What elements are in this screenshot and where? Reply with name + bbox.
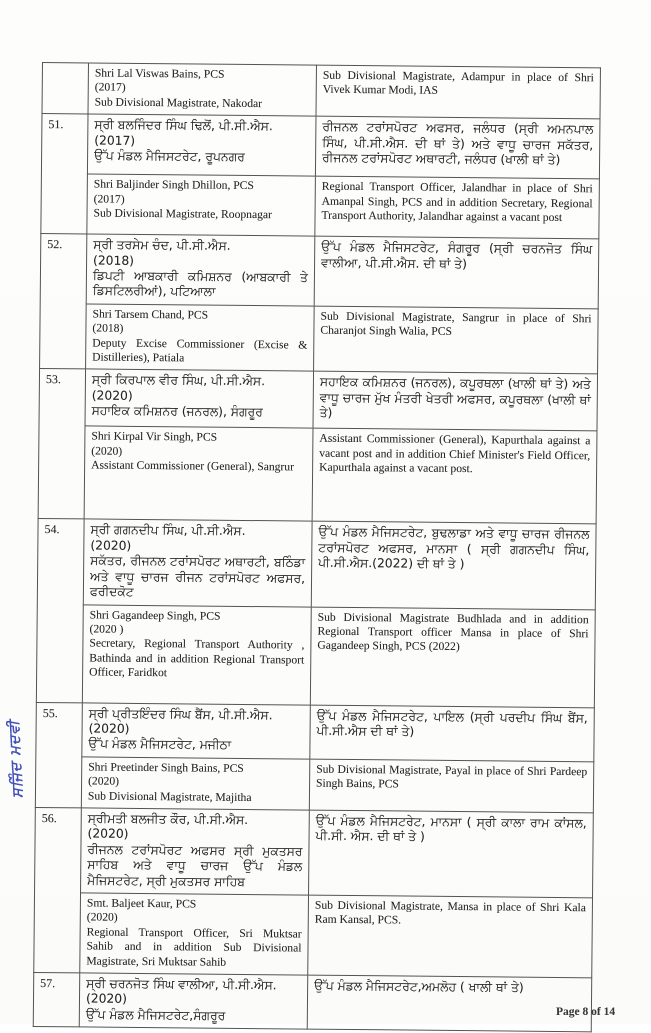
entry-row [38, 426, 597, 524]
officer-line: ਸਕੱਤਰ, ਰੀਜਨਲ ਟਰਾਂਸਪੋਰਟ ਅਥਾਰਟੀ, ਬਠਿੰਡਾ ਅਤੇ ਵਾਧੂ ਚਾਰਜ ਰੀਜਨ ਟਰਾਂਸਪੋਰਟ ਅਫਸਰ, ਫਰੀਦਕੋਟ [89, 553, 306, 599]
officer-cell [84, 426, 313, 521]
officer-line: (2018) [92, 321, 124, 336]
posting-cell: Sub Divisional Magistrate, Mansa in place of Shri Kala Ram Kansal, PCS. [308, 895, 593, 978]
officer-cell [82, 702, 311, 758]
officer-line: Regional Transport Officer, Sri Muktsar Sahib and in addition Sub Divisional Magistrate, Sri Muktsar Sahib [86, 925, 302, 969]
officer-cell [81, 808, 310, 895]
officer-line: ਸ੍ਰੀ ਤਰਸੇਮ ਚੰਦ, ਪੀ.ਸੀ.ਐਸ. [93, 237, 231, 254]
entry-number: 56. [34, 807, 82, 972]
officer-cell [87, 114, 316, 176]
posting-cell: ਉੱਪ ਮੰਡਲ ਮੈਜਿਸਟਰੇਟ, ਮਾਨਸਾ ( ਸ੍ਰੀ ਕਾਲਾ ਰਾਮ ਕਾਂਸਲ, ਪੀ.ਸੀ. ਐਸ. ਦੀ ਥਾਂ ਤੇ ) [309, 810, 594, 898]
officer-line: ਸ੍ਰੀਮਤੀ ਬਲਜੀਤ ਕੌਰ, ਪੀ.ਸੀ.ਐਸ. [87, 811, 249, 827]
page-number: Page 8 of 14 [556, 1006, 616, 1018]
officer-line: (2017) [94, 133, 136, 148]
officer-line: ਸ੍ਰੀ ਪ੍ਰੀਤਇੰਦਰ ਸਿੰਘ ਬੈਂਸ, ਪੀ.ਸੀ.ਐਸ. [88, 705, 273, 722]
officer-line: ਸ੍ਰੀ ਬਲਜਿੰਦਰ ਸਿੰਘ ਢਿਲੋਂ, ਪੀ.ਸੀ.ਐਸ. [94, 117, 273, 134]
posting-cell: Regional Transport Officer, Jalandhar in place of Shri Amanpal Singh, PCS and in addition Secretary, Regional Transport Authority, Jalandhar against a vacant post [315, 176, 600, 239]
posting-cell: ਉੱਪ ਮੰਡਲ ਮੈਜਿਸਟਰੇਟ, ਸੰਗਰੂਰ (ਸ੍ਰੀ ਚਰਨਜੋਤ ਸਿੰਘ ਵਾਲੀਆ, ਪੀ.ਸੀ.ਐਸ. ਦੀ ਥਾਂ ਤੇ) [314, 236, 599, 308]
officer-line: Sub Divisional Magistrate, Nakodar [94, 95, 263, 110]
officer-line: (2020) [85, 991, 127, 1007]
entry-row [36, 702, 594, 762]
entry-number [42, 63, 88, 115]
officer-line: (2017) [94, 80, 126, 95]
officer-line: (2020) [91, 444, 123, 458]
officer-line: Shri Gagandeep Singh, PCS [89, 607, 221, 623]
officer-line: (2020) [88, 774, 120, 788]
posting-cell: Sub Divisional Magistrate, Sangrur in place of Shri Charanjot Singh Walia, PCS [314, 306, 599, 374]
posting-cell: Sub Divisional Magistrate Budhlada and in addition Regional Transport officer Mansa in place of Shri Gagandeep Singh, PCS (2022) [310, 607, 595, 708]
entry-number: 54. [36, 519, 84, 702]
officer-line: Deputy Excise Commissioner (Excise & Distilleries), Patiala [92, 336, 308, 365]
officer-line: ਡਿਪਟੀ ਆਬਕਾਰੀ ਕਮਿਸ਼ਨਰ (ਆਬਕਾਰੀ ਤੇ ਡਿਸਟਿਲਰੀਆਂ), ਪਟਿਆਲਾ [92, 268, 309, 300]
officer-line: ਰੀਜਨਲ ਟਰਾਂਸਪੋਰਟ ਅਫਸਰ ਸ੍ਰੀ ਮੁਕਤਸਰ ਸਾਹਿਬ ਅਤੇ ਵਾਧੂ ਚਾਰਜ ਉੱਪ ਮੰਡਲ ਮੈਜਿਸਟਰੇਟ, ਸ੍ਰੀ ਮੁਕਤਸਰ ਸਾਹਿਬ [87, 842, 303, 889]
officer-line: Shri Kirpal Vir Singh, PCS [91, 429, 218, 445]
officer-line: (2020) [86, 910, 118, 925]
posting-cell: Sub Divisional Magistrate, Payal in place of Shri Pardeep Singh Bains, PCS [309, 759, 593, 813]
officer-cell [86, 304, 315, 372]
officer-cell [81, 757, 309, 810]
entry-row [40, 234, 599, 309]
officer-line: Secretary, Regional Transport Authority , Bathinda and in addition Regional Transport Officer, Faridkot [89, 636, 305, 680]
entry-row [36, 604, 595, 707]
entry-row [33, 972, 591, 1032]
entry-row [41, 174, 600, 239]
posting-cell: ਉੱਪ ਮੰਡਲ ਮੈਜਿਸਟਰੇਟ,ਅਮਲੋਹ ( ਖਾਲੀ ਥਾਂ ਤੇ) [307, 975, 592, 1032]
officer-line: (2018) [93, 253, 135, 268]
officer-line: (2020) [87, 826, 129, 842]
officer-line: Smt. Baljeet Kaur, PCS [86, 896, 197, 911]
officer-cell [85, 369, 314, 428]
officer-line: ਸ੍ਰੀ ਚਰਨਜੋਤ ਸਿੰਘ ਵਾਲੀਆ, ਪੀ.ਸੀ.ਐਸ. [86, 976, 277, 993]
entry-row [40, 303, 599, 374]
entry-row [37, 519, 596, 609]
officer-cell [86, 234, 315, 306]
officer-cell [82, 604, 311, 704]
entry-number: 52. [40, 234, 87, 370]
officer-line: ਸ੍ਰੀ ਕਿਰਪਾਲ ਵੀਰ ਸਿੰਘ, ਪੀ.ਸੀ.ਐਸ. [91, 372, 266, 389]
table-region [33, 62, 602, 1033]
officer-line: Sub Divisional Magistrate, Roopnagar [93, 206, 272, 222]
officer-line: ਉੱਪ ਮੰਡਲ ਮੈਜਿਸਟਰੇਟ,ਸੰਗਰੂਰ [85, 1007, 226, 1023]
officer-line: Sub Divisional Magistrate, Majitha [87, 789, 252, 804]
entry-row [39, 369, 598, 431]
officer-line: Assistant Commissioner (General), Sangrur [91, 458, 295, 474]
officer-line: ਸ੍ਰੀ ਗਗਨਦੀਪ ਸਿੰਘ, ਪੀ.ਸੀ.ਐਸ. [90, 522, 246, 539]
entry-row [35, 807, 594, 897]
officer-cell [80, 893, 309, 975]
posting-cell: ਉੱਪ ਮੰਡਲ ਮੈਜਿਸਟਰੇਟ, ਪਾਇਲ (ਸ੍ਰੀ ਪਰਦੀਪ ਸਿੰਘ ਬੈਂਸ, ਪੀ.ਸੀ.ਐਸ ਦੀ ਥਾਂ ਤੇ) [310, 705, 595, 762]
officer-line: (2017) [93, 192, 125, 206]
officer-line: (2020) [90, 538, 132, 553]
officer-cell [83, 519, 312, 606]
posting-cell: ਸਹਾਇਕ ਕਮਿਸ਼ਨਰ (ਜਨਰਲ), ਕਪੂਰਥਲਾ (ਖਾਲੀ ਥਾਂ ਤੇ) ਅਤੇ ਵਾਧੂ ਚਾਰਜ ਮੁੱਖ ਮੰਤਰੀ ਖੇਤਰੀ ਅਫਸਰ, ਕਪੂਰਥਲਾ (ਖਾਲੀ ਥਾਂ ਤੇ) [313, 372, 598, 432]
officer-line: Shri Tarsem Chand, PCS [92, 307, 209, 322]
officer-line: Shri Preetinder Singh Bains, PCS [88, 760, 244, 775]
entry-number: 55. [35, 702, 82, 808]
officer-line: (2020 ) [89, 622, 124, 636]
officer-line: ਸਹਾਇਕ ਕਮਿਸ਼ਨਰ (ਜਨਰਲ), ਸੰਗਰੂਰ [91, 403, 263, 420]
officer-cell [88, 63, 316, 116]
entry-row [34, 892, 593, 977]
posting-cell: Assistant Commissioner (General), Kapurthala against a vacant post and in addition Chief Minister's Field Officer, Kapurthala against a vacant post. [312, 429, 597, 525]
officer-line: ਉੱਪ ਮੰਡਲ ਮੈਜਿਸਟਰੇਟ, ਰੂਪਨਗਰ [94, 148, 245, 164]
entry-row [42, 63, 600, 120]
officer-cell [79, 973, 308, 1029]
officer-line: Shri Lal Viswas Bains, PCS [94, 66, 225, 81]
officer-line: (2020) [91, 388, 133, 403]
entry-number: 57. [33, 972, 80, 1027]
officer-line: (2020) [88, 721, 130, 736]
handwritten-margin-note: ਸਜਿੰਦ ਮਦਵੀ [6, 719, 27, 799]
posting-cell: ਰੀਜਨਲ ਟਰਾਂਸਪੋਰਟ ਅਫਸਰ, ਜਲੰਧਰ (ਸ੍ਰੀ ਅਮਨਪਾਲ ਸਿੰਘ, ਪੀ.ਸੀ.ਐਸ. ਦੀ ਥਾਂ ਤੇ) ਅਤੇ ਵਾਧੂ ਚਾਰਜ ਸਕੱਤਰ, ਰੀਜਨਲ ਟਰਾਂਸਪੋਰਟ ਅਥਾਰਟੀ, ਜਲੰਧਰ (ਖਾਲੀ ਥਾਂ ਤੇ) [315, 116, 600, 179]
officer-line: ਉੱਪ ਮੰਡਲ ਮੈਜਿਸਟਰੇਟ, ਮਜੀਠਾ [88, 736, 232, 753]
entry-number: 53. [38, 369, 85, 519]
posting-cell: Sub Divisional Magistrate, Adampur in place of Shri Vivek Kumar Modi, IAS [316, 65, 600, 119]
posting-cell: ਉੱਪ ਮੰਡਲ ਮੈਜਿਸਟਰੇਟ, ਬੁਢਲਾਡਾ ਅਤੇ ਵਾਧੂ ਚਾਰਜ ਰੀਜਨਲ ਟਰਾਂਸਪੋਰਟ ਅਫਸਰ, ਮਾਨਸਾ ( ਸ੍ਰੀ ਗਗਨਦੀਪ ਸਿੰਘ, ਪੀ.ਸੀ.ਐਸ.(2022) ਦੀ ਥਾਂ ਤੇ ) [311, 522, 596, 610]
transfer-orders-table [33, 62, 601, 1033]
entry-row [35, 756, 593, 813]
officer-line: Shri Baljinder Singh Dhillon, PCS [93, 177, 254, 193]
officer-cell [87, 174, 316, 236]
entry-number: 51. [41, 114, 88, 234]
entry-row [41, 114, 600, 179]
